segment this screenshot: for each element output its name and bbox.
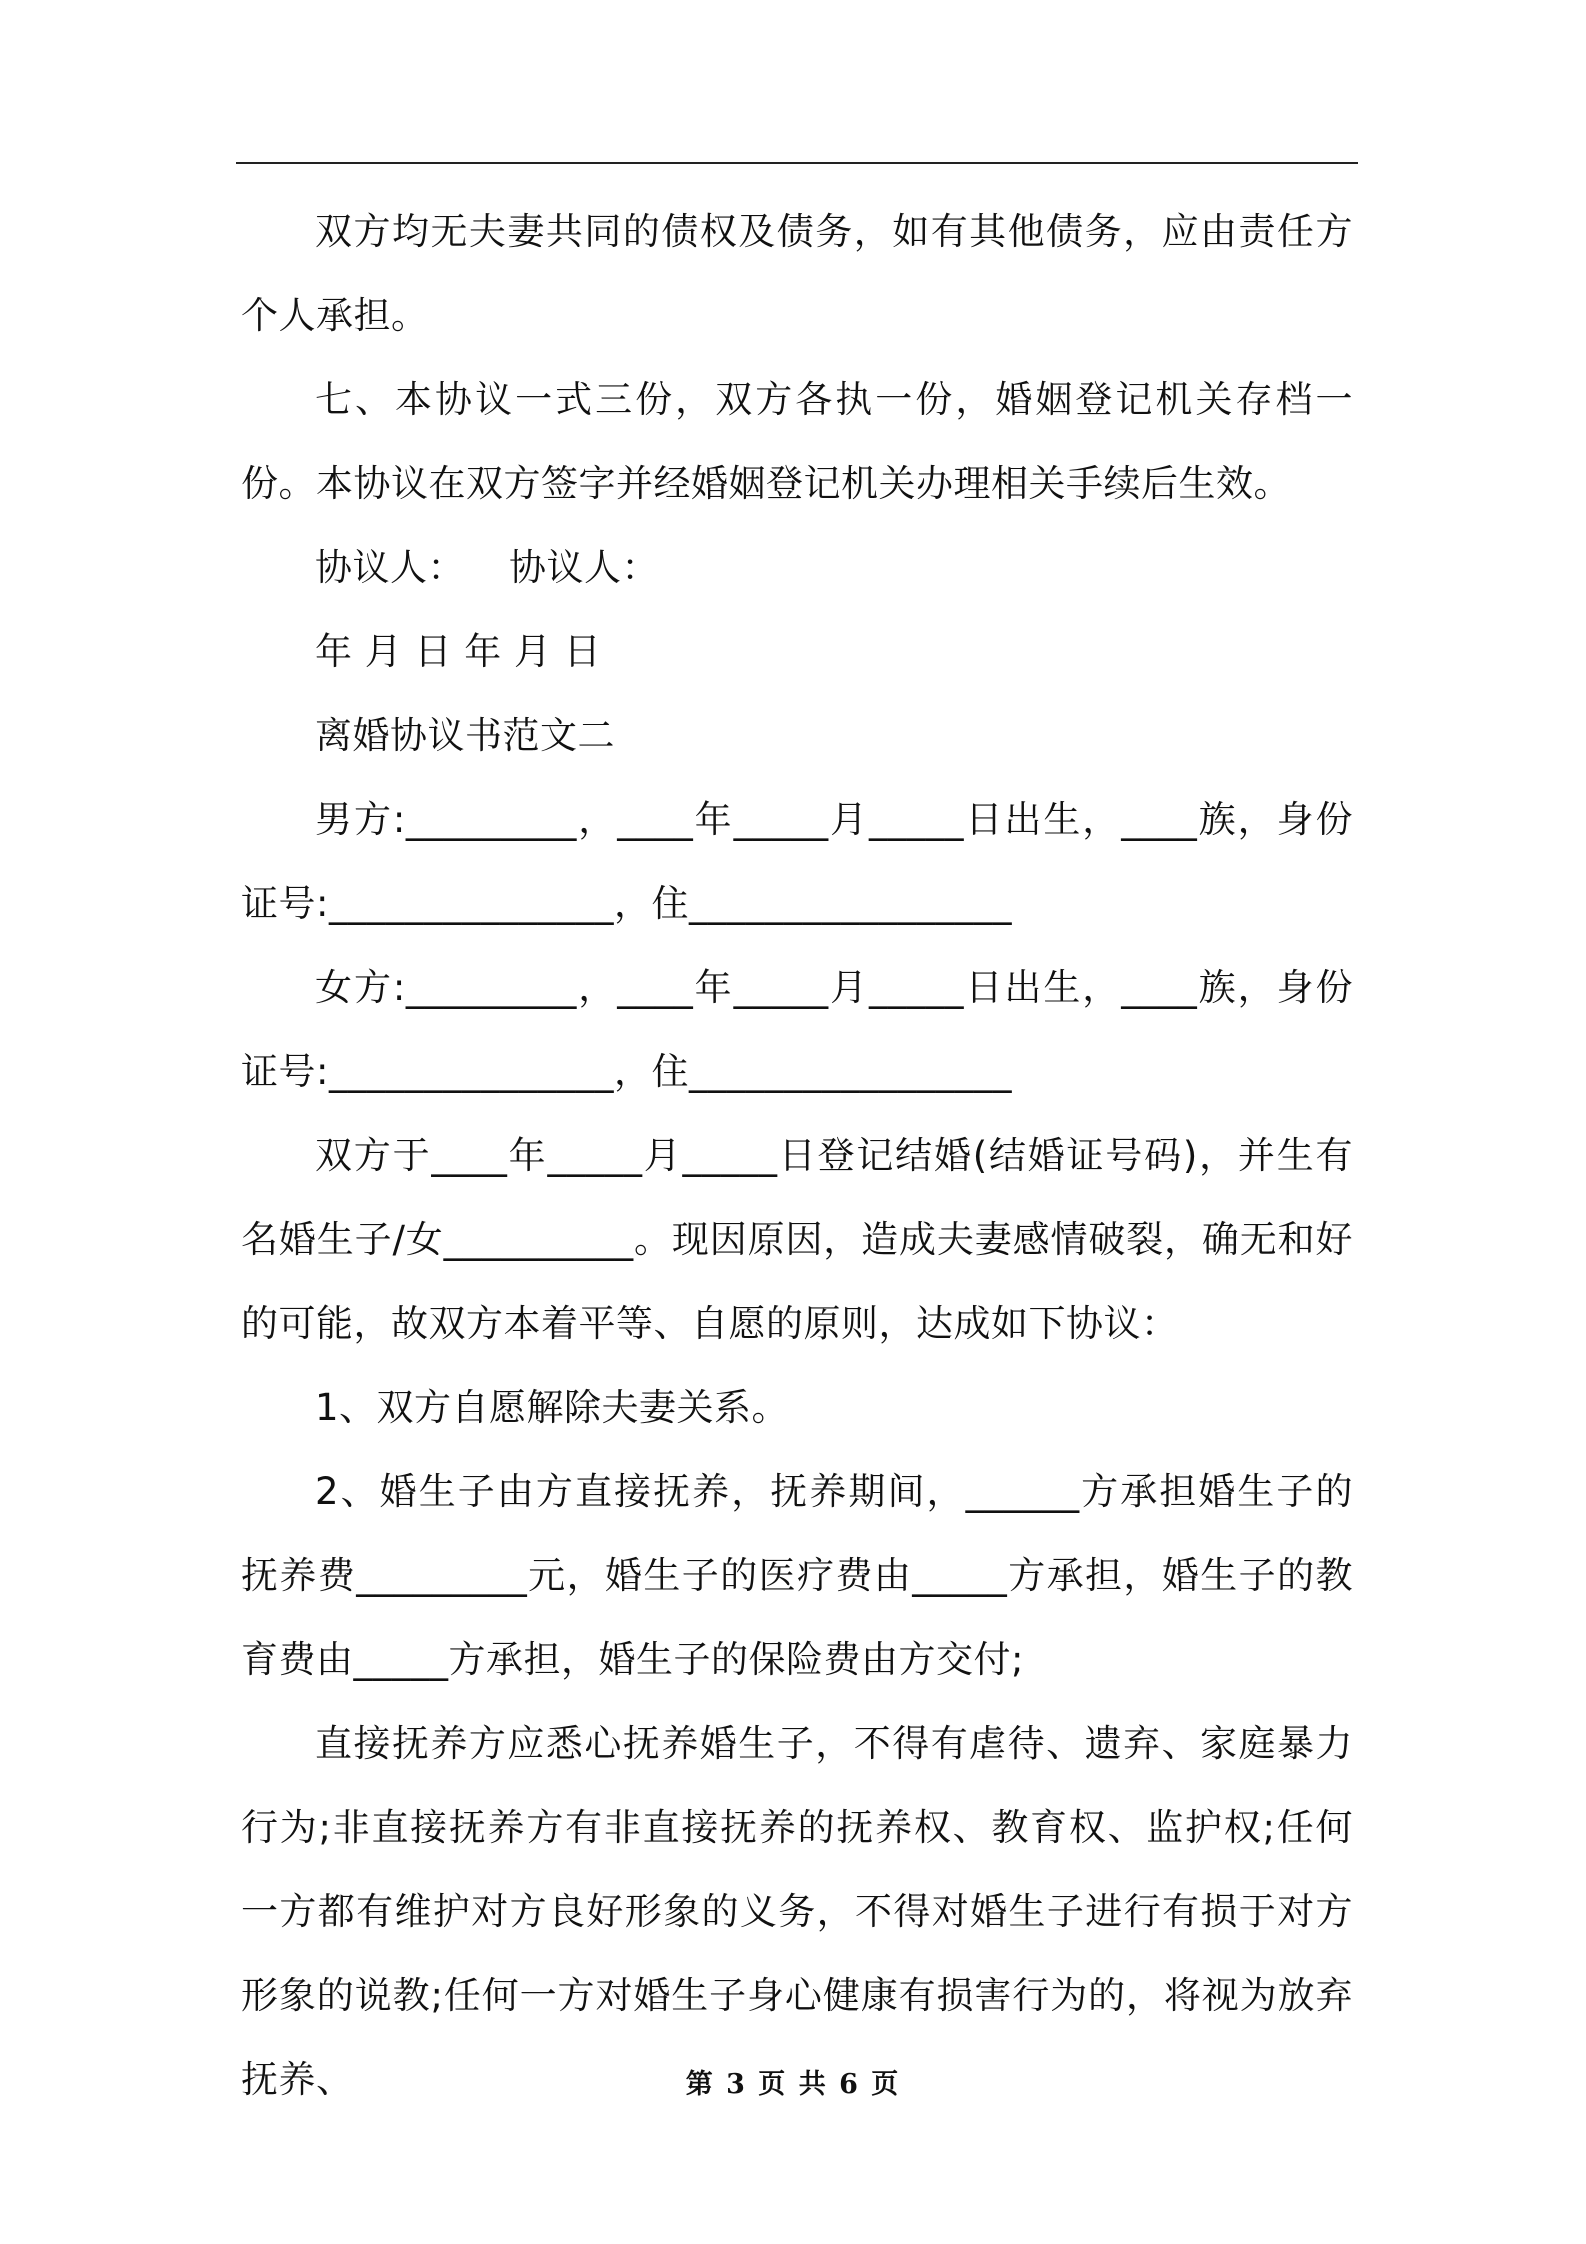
section-title: 离婚协议书范文二	[315, 714, 615, 757]
document-body	[241, 190, 1353, 2122]
paragraph-female-party: 女方:_________，____年_____月_____日出生，____族，身份证号:_______________，住_________________	[241, 966, 1353, 1093]
signatory-label-1: 协议人：	[315, 546, 465, 589]
clause-2: 2、婚生子由方直接抚养，抚养期间，______方承担婚生子的抚养费_________元，婚生子的医疗费由_____方承担，婚生子的教育费由_____方承担，婚生子的保险费由方交付;	[241, 1470, 1353, 1681]
paragraph-custody: 直接抚养方应悉心抚养婚生子，不得有虐待、遗弃、家庭暴力行为;非直接抚养方有非直接抚养的抚养权、教育权、监护权;任何一方都有维护对方良好形象的义务，不得对婚生子进行有损于对方形象的说教;任何一方对婚生子身心健康有损害行为的，将视为放弃抚养、	[241, 1722, 1353, 2101]
header-rule	[236, 162, 1358, 164]
date-line: 年 月 日 年 月 日	[315, 630, 602, 673]
page-number: 第 3 页 共 6 页	[685, 2069, 901, 2100]
paragraph-male-party: 男方:_________，____年_____月_____日出生，____族，身份证号:_______________，住_________________	[241, 798, 1353, 925]
clause-1: 1、双方自愿解除夫妻关系。	[315, 1386, 790, 1429]
paragraph-debts: 双方均无夫妻共同的债权及债务，如有其他债务，应由责任方个人承担。	[241, 210, 1353, 337]
paragraph-copies: 七、本协议一式三份，双方各执一份，婚姻登记机关存档一份。本协议在双方签字并经婚姻登记机关办理相关手续后生效。	[241, 378, 1353, 505]
paragraph-marriage: 双方于____年_____月_____日登记结婚(结婚证号码)，并生有名婚生子/女__________。现因原因，造成夫妻感情破裂，确无和好的可能，故双方本着平等、自愿的原则，达成如下协议：	[241, 1134, 1353, 1345]
signatory-line	[241, 526, 1353, 610]
signatory-label-2: 协议人：	[509, 546, 659, 589]
